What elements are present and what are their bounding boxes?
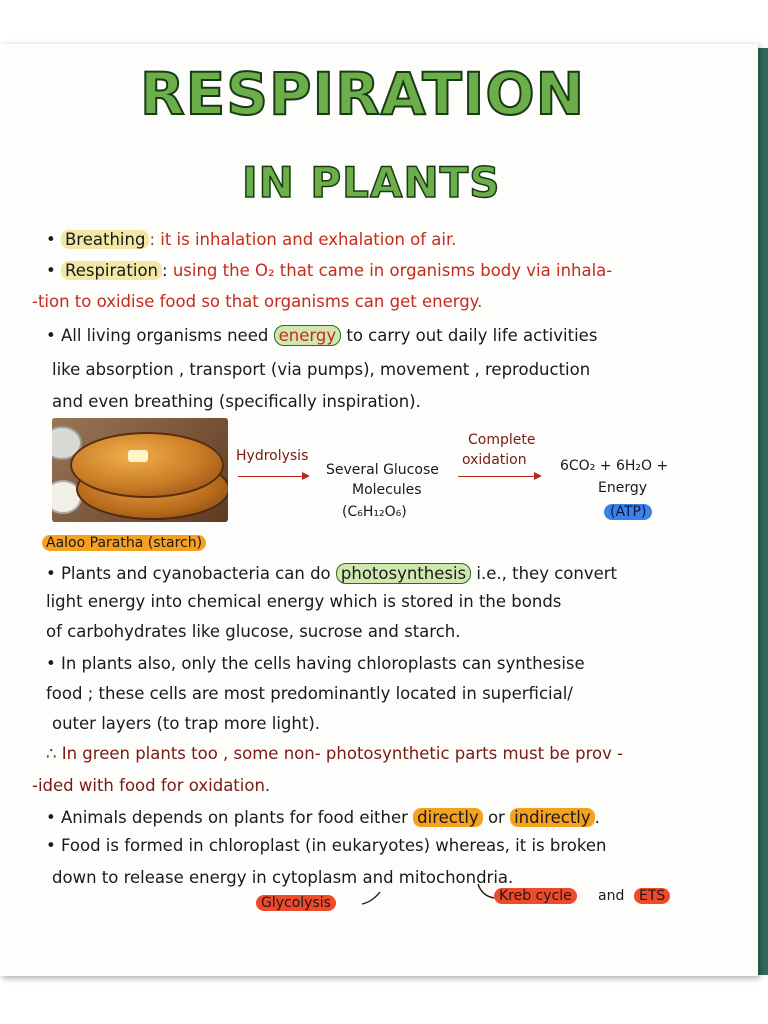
oxidation-label: oxidation (462, 452, 527, 468)
bullet-breathing: • Breathing : it is inhalation and exhalation of air. (46, 230, 457, 249)
photosynthesis-line3: of carbohydrates like glucose, sucrose and starch. (46, 622, 461, 641)
products-label: 6CO₂ + 6H₂O + (560, 458, 669, 474)
term-photosynthesis: photosynthesis (336, 563, 471, 584)
photosynthesis-line2: light energy into chemical energy which is stored in the bonds (46, 592, 562, 611)
bullet-respiration: • Respiration : using the O₂ that came in organisms body via inhala- (46, 261, 613, 280)
complete-label: Complete (468, 432, 536, 448)
term-energy: energy (274, 325, 342, 346)
chloroplast-line3: outer layers (to trap more light). (52, 714, 321, 733)
energy-label: Energy (598, 480, 648, 496)
and-label: and (598, 888, 625, 904)
hydrolysis-label: Hydrolysis (236, 448, 309, 464)
chloroplast-line2: food ; these cells are most predominantly located in superficial/ (46, 684, 573, 703)
chloroplast-line1: • In plants also, only the cells having chloroplasts can synthesise (46, 654, 585, 673)
food-line1: • Food is formed in chloroplast (in eukaryotes) whereas, it is broken (46, 836, 607, 855)
atp-badge: (ATP) (604, 504, 652, 520)
energy-line3: and even breathing (specifically inspiration). (52, 392, 421, 411)
nonphotosynthetic-line1: ∴ In green plants too , some non- photosynthetic parts must be prov - (46, 744, 624, 763)
respiration-definition-line1: using the O₂ that came in organisms body via inhala- (172, 261, 613, 280)
page-title: RESPIRATION (140, 60, 586, 128)
food-line2: down to release energy in cytoplasm and mitochondria. (52, 868, 514, 887)
page-subtitle: IN PLANTS (242, 158, 501, 207)
breathing-definition: : it is inhalation and exhalation of air. (149, 230, 457, 249)
background-bottom (0, 975, 768, 1024)
term-respiration: Respiration (61, 261, 162, 280)
bullet-photosynthesis: • Plants and cyanobacteria can do photosynthesis i.e., they convert (46, 564, 618, 583)
energy-line2: like absorption , transport (via pumps), movement , reproduction (52, 360, 591, 379)
bullet-energy: • All living organisms need energy to carry out daily life activities (46, 326, 598, 345)
ets-badge: ETS (634, 888, 670, 904)
glucose-label-line1: Several Glucose (326, 462, 439, 478)
background-top (0, 0, 768, 48)
kreb-cycle-badge: Kreb cycle (494, 888, 577, 904)
respiration-definition-line2: -tion to oxidise food so that organisms can get energy. (32, 292, 483, 311)
nonphotosynthetic-line2: -ided with food for oxidation. (32, 776, 271, 795)
oxidation-arrow (458, 476, 540, 477)
glucose-formula: (C₆H₁₂O₆) (342, 504, 407, 520)
hydrolysis-arrow (238, 476, 308, 477)
glucose-label-line2: Molecules (352, 482, 422, 498)
term-breathing: Breathing (61, 230, 149, 249)
paratha-photo (52, 418, 228, 522)
paratha-caption: Aaloo Paratha (starch) (42, 535, 206, 551)
term-directly: directly (413, 808, 483, 827)
glycolysis-badge: Glycolysis (256, 895, 336, 911)
bullet-animals: • Animals depends on plants for food either directly or indirectly . (46, 808, 600, 827)
term-indirectly: indirectly (510, 808, 595, 827)
